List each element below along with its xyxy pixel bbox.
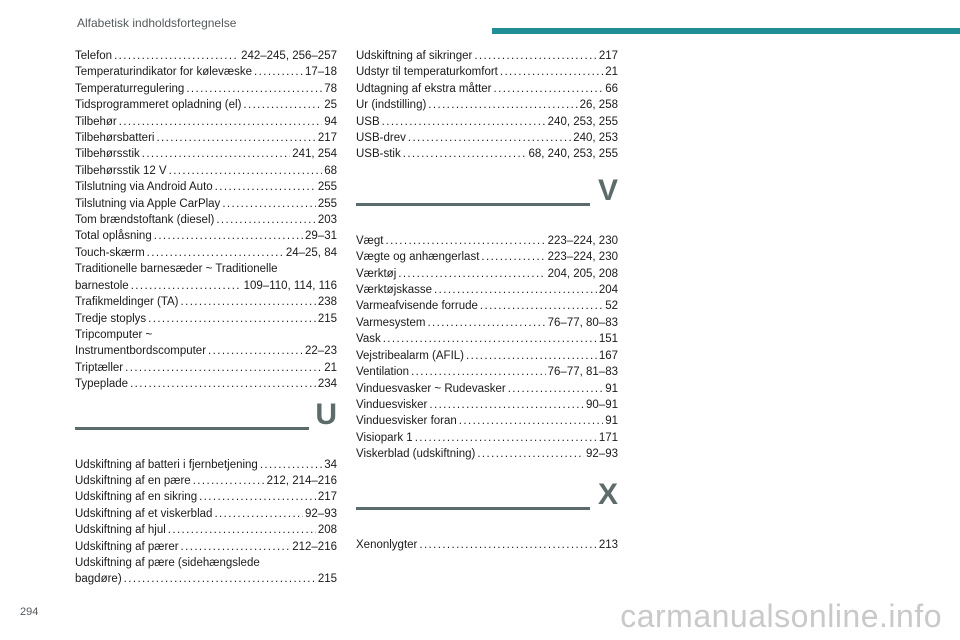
entry-name: Tilbehørsstik 12 V — [75, 164, 167, 177]
entry-pages: 92–93 — [586, 448, 618, 461]
leader-dots — [186, 81, 322, 97]
index-entry — [356, 81, 618, 97]
leader-dots — [124, 571, 316, 587]
leader-dots — [254, 64, 303, 80]
leader-dots — [142, 146, 290, 162]
entry-pages: 204, 205, 208 — [547, 267, 618, 280]
entry-pages: 212–216 — [292, 540, 337, 553]
entry-pages: 204 — [598, 284, 618, 297]
entry-name: Udskiftning af en sikring — [75, 491, 198, 504]
header-title: Alfabetisk indholdsfortegnelse — [77, 16, 237, 30]
leader-dots — [156, 130, 315, 146]
entry-pages: 90–91 — [586, 398, 618, 411]
page-number: 294 — [20, 606, 39, 618]
entry-name: Traditionelle barnesæder ~ Traditionelle — [75, 263, 278, 276]
entries-v — [356, 233, 618, 463]
index-entry — [75, 311, 337, 327]
entry-name: Tidsprogrammeret opladning (el) — [75, 99, 242, 112]
entry-name: Udtagning af ekstra måtter — [356, 82, 492, 95]
entry-pages: 215 — [317, 573, 337, 586]
entry-name: Vinduesvasker ~ Rudevasker — [356, 382, 506, 395]
index-entry — [356, 266, 618, 282]
entry-name-continued: bagdøre) — [75, 573, 122, 586]
leader-dots — [459, 413, 603, 429]
entry-pages: 91 — [605, 382, 618, 395]
entry-name: USB-drev — [356, 132, 406, 145]
index-entry — [75, 245, 337, 261]
entry-pages: 21 — [605, 66, 618, 79]
leader-dots — [148, 311, 316, 327]
entry-pages: 76–77, 80–83 — [547, 316, 618, 329]
entry-name: Vinduesvisker — [356, 398, 428, 411]
entry-name: Udskiftning af hjul — [75, 524, 166, 537]
entry-name: Tilbehørsbatteri — [75, 132, 155, 145]
entry-pages: 242–245, 256–257 — [241, 50, 337, 62]
entry-pages: 223–224, 230 — [547, 234, 618, 247]
entry-pages: 208 — [317, 524, 337, 537]
section-letter: V — [597, 173, 618, 207]
leader-dots — [419, 537, 596, 553]
index-entry — [356, 249, 618, 265]
entry-name: Total oplåsning — [75, 230, 152, 243]
entry-name-continued: Instrumentbordscomputer — [75, 345, 207, 358]
index-entry — [356, 364, 618, 380]
entry-name: USB — [356, 115, 380, 128]
leader-dots — [408, 130, 571, 146]
entry-pages: 234 — [317, 378, 337, 391]
index-column-right — [356, 48, 618, 553]
leader-dots — [130, 376, 316, 392]
watermark: carmanualsonline.info — [620, 598, 942, 634]
entry-pages: 238 — [317, 296, 337, 309]
leader-dots — [222, 196, 316, 212]
entry-pages: 92–93 — [305, 507, 337, 520]
section-letter: U — [315, 397, 337, 431]
entry-name: Vægt — [356, 234, 384, 247]
index-entry — [356, 430, 618, 446]
entry-pages: 26, 258 — [579, 99, 618, 112]
index-entry — [75, 555, 337, 588]
entry-name: Tilbehør — [75, 115, 117, 128]
index-entry — [75, 457, 337, 473]
entry-name: Touch-skærm — [75, 246, 145, 259]
leader-dots — [429, 397, 584, 413]
leader-dots — [494, 81, 604, 97]
index-entry — [75, 294, 337, 310]
entry-pages: 17–18 — [305, 66, 337, 79]
entries-t — [75, 48, 337, 393]
index-entry — [75, 64, 337, 80]
leader-dots — [480, 298, 603, 314]
entry-pages: 215 — [317, 312, 337, 325]
entry-name: Varmesystem — [356, 316, 426, 329]
entry-pages: 29–31 — [305, 230, 337, 243]
entry-name: Udstyr til temperaturkomfort — [356, 66, 498, 79]
entry-name: Vinduesvisker foran — [356, 415, 457, 428]
leader-dots — [466, 348, 597, 364]
index-entry — [356, 331, 618, 347]
leader-dots — [508, 381, 604, 397]
index-entry — [75, 163, 337, 179]
section-v-header — [356, 169, 618, 233]
header-accent-bar — [492, 28, 960, 34]
leader-dots — [181, 294, 316, 310]
entry-name: Trafikmeldinger (TA) — [75, 296, 179, 309]
entry-pages: 241, 254 — [292, 148, 337, 161]
entry-name: Typeplade — [75, 378, 129, 391]
entry-pages: 240, 253 — [573, 132, 618, 145]
entry-name: Udskiftning af en pære — [75, 474, 191, 487]
entry-name: Udskiftning af sikringer — [356, 50, 473, 62]
index-entry — [75, 376, 337, 392]
index-entry — [75, 212, 337, 228]
section-x-header — [356, 473, 618, 537]
index-entry — [356, 315, 618, 331]
leader-dots — [427, 315, 545, 331]
entry-pages: 151 — [598, 333, 618, 346]
entries-u — [75, 457, 337, 588]
entry-name: Udskiftning af batteri i fjernbetjening — [75, 458, 258, 471]
index-entry — [356, 397, 618, 413]
entry-pages: 68 — [324, 164, 337, 177]
section-u-header — [75, 393, 337, 457]
entry-name: Temperaturindikator for kølevæske — [75, 66, 253, 79]
leader-dots — [131, 278, 242, 294]
leader-dots — [382, 114, 546, 130]
index-entry — [75, 179, 337, 195]
index-entry — [356, 97, 618, 113]
entry-pages: 213 — [598, 538, 618, 551]
entry-pages: 76–77, 81–83 — [547, 366, 618, 379]
entry-pages: 34 — [324, 458, 337, 471]
leader-dots — [214, 506, 303, 522]
entry-name: Udskiftning af pære (sidehængslede — [75, 556, 260, 569]
leader-dots — [398, 266, 545, 282]
index-entry — [75, 146, 337, 162]
entry-name: Xenonlygter — [356, 538, 418, 551]
entry-name: Temperaturregulering — [75, 82, 185, 95]
leader-dots — [434, 282, 597, 298]
leader-dots — [154, 228, 303, 244]
entry-name: Varmeafvisende forrude — [356, 300, 478, 313]
leader-dots — [477, 446, 584, 462]
entry-pages: 255 — [317, 181, 337, 194]
index-entry — [356, 446, 618, 462]
section-divider — [75, 427, 309, 430]
leader-dots — [169, 163, 323, 179]
leader-dots — [403, 146, 527, 162]
index-entry — [356, 282, 618, 298]
index-entry — [356, 413, 618, 429]
leader-dots — [383, 331, 597, 347]
entry-pages: 24–25, 84 — [285, 246, 337, 259]
section-letter: X — [597, 477, 618, 511]
index-entry — [356, 348, 618, 364]
entries-u-cont — [356, 48, 618, 163]
index-entry — [75, 489, 337, 505]
index-entry — [75, 327, 337, 360]
leader-dots — [415, 430, 597, 446]
section-divider — [356, 203, 590, 206]
entry-pages: 217 — [317, 491, 337, 504]
index-entry — [75, 97, 337, 113]
leader-dots — [215, 179, 316, 195]
index-entry — [356, 233, 618, 249]
entry-name: Viskerblad (udskiftning) — [356, 448, 476, 461]
index-entry — [75, 506, 337, 522]
leader-dots — [411, 364, 546, 380]
leader-dots — [260, 457, 322, 473]
index-entry — [356, 146, 618, 162]
entry-name: Triptæller — [75, 361, 124, 374]
leader-dots — [199, 489, 316, 505]
entry-name: Telefon — [75, 50, 113, 62]
index-entry — [356, 48, 618, 64]
leader-dots — [500, 64, 603, 80]
leader-dots — [114, 48, 239, 64]
entry-name: Vejstribealarm (AFIL) — [356, 349, 465, 362]
entry-pages: 223–224, 230 — [547, 251, 618, 264]
entry-pages: 78 — [324, 82, 337, 95]
entry-name: Vægte og anhængerlast — [356, 251, 480, 264]
index-entry — [356, 298, 618, 314]
entry-name: Tredje stoplys — [75, 312, 147, 325]
entry-pages: 167 — [598, 349, 618, 362]
entry-pages: 25 — [324, 99, 337, 112]
entry-name: Ventilation — [356, 366, 410, 379]
index-entry — [75, 196, 337, 212]
index-entry — [75, 228, 337, 244]
leader-dots — [168, 522, 316, 538]
entry-name: Værktøjskasse — [356, 284, 433, 297]
index-entry — [75, 81, 337, 97]
leader-dots — [208, 343, 303, 359]
index-entry — [356, 537, 618, 553]
leader-dots — [428, 97, 577, 113]
index-entry — [356, 381, 618, 397]
leader-dots — [147, 245, 284, 261]
entry-pages: 66 — [605, 82, 618, 95]
entry-name: Tripcomputer ~ — [75, 328, 153, 341]
entry-pages: 217 — [317, 132, 337, 145]
index-entry — [75, 539, 337, 555]
index-entry — [75, 360, 337, 376]
entry-pages: 217 — [598, 50, 618, 62]
entries-x — [356, 537, 618, 553]
leader-dots — [243, 97, 322, 113]
entry-pages: 52 — [605, 300, 618, 313]
entry-name: USB-stik — [356, 148, 401, 161]
leader-dots — [181, 539, 291, 555]
entry-name-continued: barnestole — [75, 279, 129, 292]
index-entry — [75, 261, 337, 294]
entry-pages: 91 — [605, 415, 618, 428]
entry-name: Udskiftning af pærer — [75, 540, 179, 553]
index-entry — [75, 473, 337, 489]
entry-pages: 94 — [324, 115, 337, 128]
leader-dots — [474, 48, 596, 64]
leader-dots — [125, 360, 322, 376]
entry-name: Ur (indstilling) — [356, 99, 427, 112]
index-entry — [75, 114, 337, 130]
entry-pages: 171 — [598, 431, 618, 444]
entry-name: Værktøj — [356, 267, 397, 280]
entry-pages: 240, 253, 255 — [547, 115, 618, 128]
leader-dots — [193, 473, 265, 489]
section-divider — [356, 507, 590, 510]
entry-pages: 212, 214–216 — [266, 474, 337, 487]
entry-name: Tilslutning via Android Auto — [75, 181, 213, 194]
index-entry — [356, 64, 618, 80]
leader-dots — [119, 114, 322, 130]
entry-pages: 22–23 — [305, 345, 337, 358]
index-entry — [356, 130, 618, 146]
leader-dots — [481, 249, 545, 265]
index-entry — [75, 48, 337, 64]
leader-dots — [216, 212, 315, 228]
entry-name: Visiopark 1 — [356, 431, 413, 444]
entry-pages: 68, 240, 253, 255 — [528, 148, 618, 161]
entry-pages: 255 — [317, 197, 337, 210]
index-column-left — [75, 48, 337, 588]
leader-dots — [386, 233, 546, 249]
entry-pages: 203 — [317, 214, 337, 227]
index-entry — [75, 130, 337, 146]
entry-name: Udskiftning af et viskerblad — [75, 507, 213, 520]
entry-pages: 109–110, 114, 116 — [243, 279, 337, 292]
index-entry — [356, 114, 618, 130]
entry-name: Vask — [356, 333, 381, 346]
entry-name: Tom brændstoftank (diesel) — [75, 214, 215, 227]
entry-name: Tilslutning via Apple CarPlay — [75, 197, 221, 210]
entry-name: Tilbehørsstik — [75, 148, 140, 161]
entry-pages: 21 — [324, 361, 337, 374]
index-entry — [75, 522, 337, 538]
